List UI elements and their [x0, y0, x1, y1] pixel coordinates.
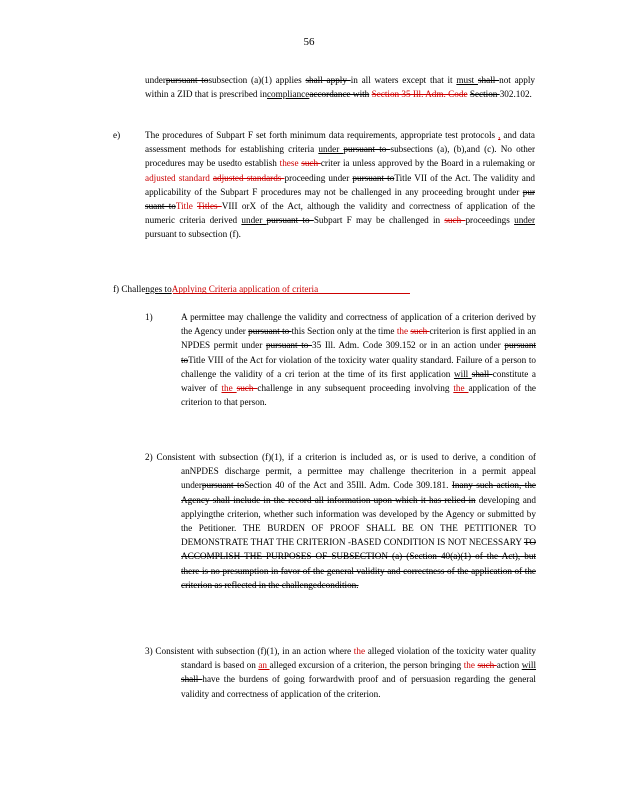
f3-text-segment: an: [258, 660, 270, 671]
heading-f-prefix: f) Challe: [113, 284, 146, 294]
f2-text-segment: 2) Consistent with subsection (f)(1), if a criterion is included as, or is used to derive, a condition of anNPDES discharge permit, a permittee may challenge thecriterion in a permit appeal under: [145, 452, 536, 491]
f1-text-segment: such: [236, 383, 258, 394]
heading-f-underline-rule: [173, 293, 410, 294]
f1-text-segment: criterion is first applied in an NPDES permit under: [181, 326, 536, 351]
e-text-segment: subsections (a), (b),and (c). No other procedures may be usedto establish: [145, 144, 536, 169]
e-text-segment: these: [279, 158, 302, 169]
paragraph-f1: [181, 310, 536, 409]
f1-text-segment: will: [453, 368, 472, 379]
f3-text-segment: alleged excursion of a criterion, the person bringing: [269, 660, 464, 671]
e-text-segment: adjusted standards: [212, 172, 285, 183]
e-text-segment: pur suant to: [145, 186, 535, 212]
f1-text-segment: application of the criterion to that person.: [181, 383, 537, 408]
e-text-segment: such: [444, 215, 466, 226]
e-text-segment: The procedures of Subpart F set forth minimum data requirements, appropriate test protocols: [145, 130, 499, 140]
intro-text-segment: in all waters except that it: [350, 75, 457, 85]
e-text-segment: under: [318, 144, 344, 155]
f2-text-segment: developing and applyingthe criterion, whether such information was developed by the Agency or submitted by the Petitioner. THE BURDEN OF PROOF SHALL BE ON THE PETITIONER TO DEMONSTRATE THAT THE CRITERION -BASED CONDITION IS NOT NECESSARY: [181, 494, 536, 548]
e-text-segment: VIII orX of the Act, although the validity and correctness of application of the numeric criteria derived: [145, 201, 535, 226]
f3-text-segment: the: [353, 646, 368, 656]
item-label-f1: 1): [145, 312, 153, 322]
paragraph-f2: [145, 450, 536, 592]
intro-text-segment: must: [456, 75, 478, 85]
e-text-segment: Titles: [197, 201, 222, 212]
e-text-segment: Title: [175, 201, 197, 212]
e-text-segment: ,: [498, 130, 501, 140]
intro-text-segment: shall apply: [305, 75, 351, 85]
f1-text-segment: pursuant to: [181, 340, 536, 365]
f1-text-segment: 35 Ill. Adm. Code 309.152 or in an action under: [312, 340, 505, 351]
paragraph-f3: [145, 644, 536, 701]
e-text-segment: and data assessment methods for establishing criteria: [145, 130, 535, 155]
f1-text-segment: the: [221, 383, 237, 394]
page-number: 56: [303, 36, 315, 48]
f1-text-segment: pursuant to: [265, 340, 313, 351]
heading-f-new-title: Applying Criteria application of criteria: [171, 284, 319, 294]
e-text-segment: such: [301, 158, 321, 169]
f1-text-segment: shall: [471, 368, 493, 379]
f1-text-segment: this Section only at the time: [291, 326, 397, 337]
f1-text-segment: challenge in any subsequent proceeding involving: [257, 383, 454, 394]
f1-text-segment: A permittee may challenge the validity and correctness of application of a criterion derived by the Agency under: [181, 312, 536, 337]
intro-text-segment: Section 35 Ill. Adm. Code: [371, 89, 468, 100]
f3-text-segment: have the burdens of going forwardwith proof and of persuasion regarding the general validity and correctness of application of the criterion.: [181, 674, 536, 699]
e-text-segment: adjusted standard: [145, 172, 213, 183]
e-text-segment: pursuant to: [352, 172, 395, 183]
e-text-segment: Title VII of the Act. The validity and applicability of the Subpart F procedures may not be challenged in any proceeding brought under: [145, 172, 536, 197]
f1-text-segment: the: [453, 383, 469, 394]
f1-text-segment: such: [410, 326, 430, 337]
item-label-e: e): [113, 130, 121, 140]
f3-text-segment: alleged violation of the toxicity water quality standard is based on: [181, 646, 537, 671]
e-text-segment: criter ia unless approved by the Board in a rulemaking or: [320, 158, 536, 169]
intro-text-segment: compliance: [266, 89, 310, 100]
f2-text-segment: TO ACCOMPLISH THE PURPOSES OF SUBSECTION (a) (Section 40(a)(1) of the Act), but there is no presumption in favor of the general validity and correctness of the application of the criterion as reflected in the challengedcondition.: [181, 537, 536, 590]
f1-text-segment: Title VIII of the Act for violation of the toxicity water quality standard. Failure of a person to challenge the validity of a cri terion at the time of its first application: [181, 354, 536, 379]
f3-text-segment: 3) Consistent with subsection (f)(1), in an action where: [145, 646, 354, 656]
e-text-segment: proceeding under: [284, 172, 353, 183]
f2-text-segment: pursuant to: [201, 480, 245, 491]
intro-text-segment: pursuant to: [165, 75, 209, 85]
f3-text-segment: the: [463, 660, 478, 671]
intro-text-segment: Section: [469, 89, 500, 100]
intro-text-segment: shall: [477, 75, 500, 85]
paragraph-e: [145, 128, 535, 242]
heading-f-underlined: nges to: [145, 284, 172, 294]
f3-text-segment: action: [496, 660, 522, 671]
f1-text-segment: the: [396, 326, 411, 337]
f3-text-segment: shall: [181, 674, 203, 685]
e-text-segment: proceedings: [465, 215, 515, 226]
intro-text-segment: not apply within a ZID that is prescribed in: [145, 75, 535, 100]
e-text-segment: pursuant to: [343, 144, 391, 155]
f2-text-segment: Inany such action, the Agency shall include in the record all information upon which it has relied in: [181, 480, 537, 505]
e-text-segment: pursuant to subsection (f).: [145, 229, 241, 240]
intro-text-segment: under: [145, 75, 166, 85]
intro-paragraph: [145, 73, 535, 101]
f1-text-segment: constitute a waiver of: [181, 368, 536, 394]
f3-text-segment: will: [521, 660, 537, 671]
intro-text-segment: subsection (a)(1) applies: [208, 75, 306, 85]
e-text-segment: pursuant to: [266, 215, 314, 226]
e-text-segment: under: [514, 215, 536, 226]
f1-text-segment: pursuant to: [248, 326, 292, 337]
f3-text-segment: such: [477, 660, 497, 671]
intro-text-segment: accordance with: [309, 89, 370, 100]
e-text-segment: under: [241, 215, 267, 226]
f2-text-segment: Section 40 of the Act and 35Ill. Adm. Code 309.181.: [244, 480, 452, 491]
e-text-segment: Subpart F may be challenged in: [313, 215, 445, 226]
intro-text-segment: 302.102.: [499, 89, 532, 100]
